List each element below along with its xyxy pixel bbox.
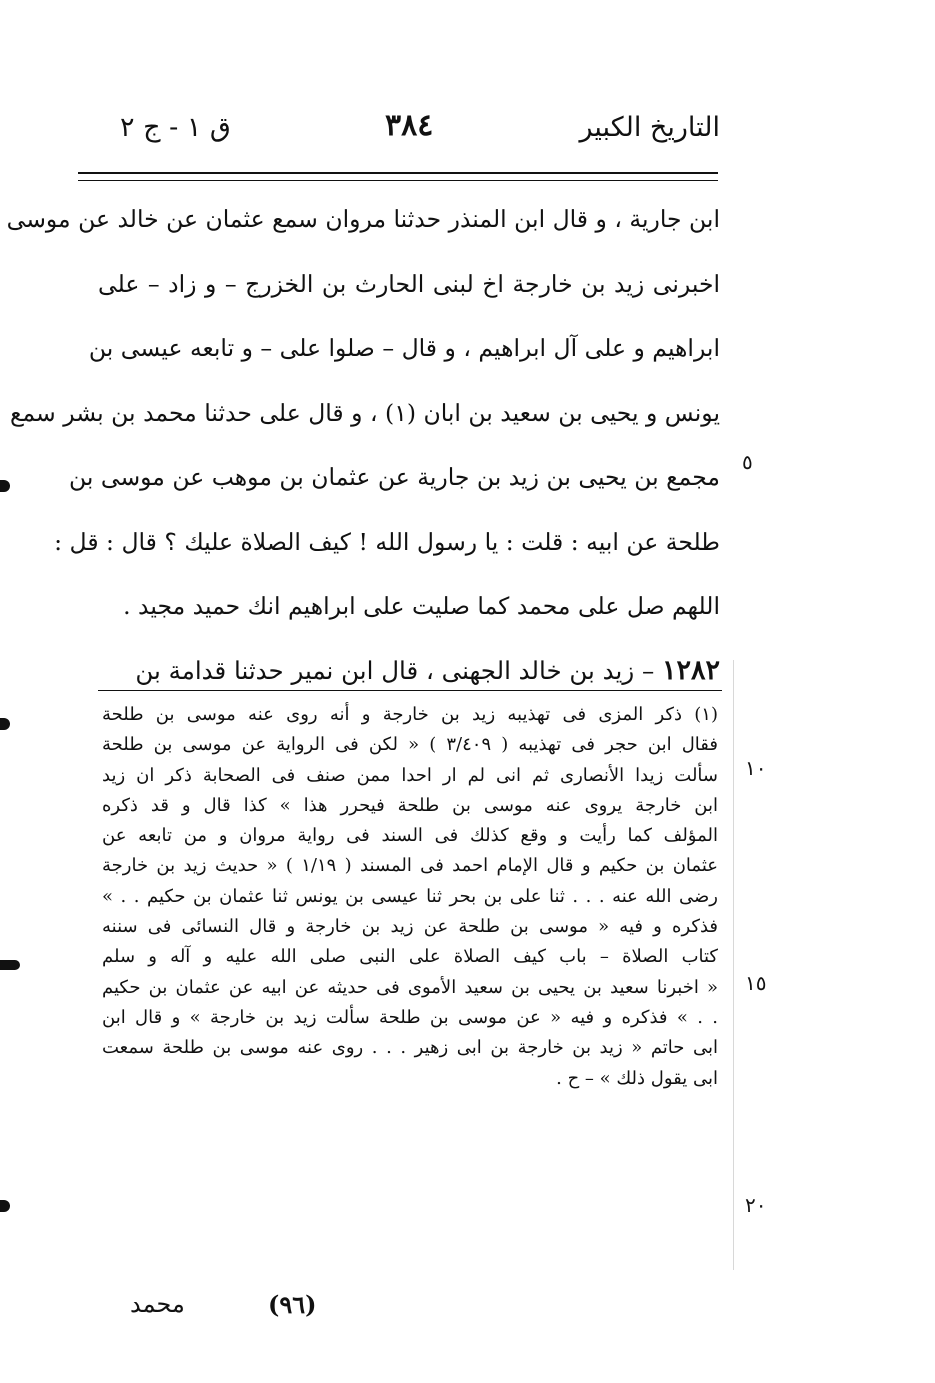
- footnote-line-10: « اخبرنا سعيد بن يحيى بن سعيد الأموى فى حديثه عن ابيه عن عثمان بن حكيم: [102, 976, 718, 998]
- footnote-line-9: كتاب الصلاة – باب كيف الصلاة على النبى صلى الله عليه و آله و سلم: [102, 946, 718, 968]
- page-number: ٣٨٤: [385, 108, 434, 143]
- main-line-2: اخبرنى زيد بن خارجة اخ لبنى الحارث بن الخزرج – و زاد – على: [98, 269, 720, 298]
- main-text: [6, 190, 720, 706]
- footnote-line-5: المؤلف كما رأيت و وقع كذلك فى السند فى رواية مروان و من تابعه عن: [102, 825, 718, 847]
- footnote-line-11: . . » فذكره و فيه « عن موسى بن طلحة سألت زيد بن خارجة » و قال ابن: [102, 1006, 718, 1028]
- main-line-6: طلحة عن ابيه : قلت : يا رسول الله ! كيف الصلاة عليك ؟ قال : قل :: [54, 527, 720, 556]
- footnote-line-4: ابن خارجة يروى عنه موسى بن طلحة فيحرر هذا » كذا قال و قد ذكره: [102, 794, 718, 816]
- signature: محمد: [130, 1290, 185, 1318]
- entry-number: ١٢٨٢: [661, 654, 720, 686]
- footnote-line-13: ابى يقول ذلك » – ح .: [556, 1067, 718, 1089]
- volume-reference: ق ١ - ج ٢: [120, 112, 231, 143]
- footnotes: [102, 700, 718, 1094]
- line-marker-10: ١٠: [745, 756, 767, 780]
- main-line-3: ابراهيم و على آل ابراهيم ، و قال – صلوا على – و تابعه عيسى بن: [88, 334, 720, 362]
- main-line-1: ابن جارية ، و قال ابن المنذر حدثنا مروان سمع عثمان عن خالد عن موسى: [6, 205, 720, 233]
- line-marker-20: ٢٠: [745, 1193, 767, 1217]
- footnote-line-3: سألت زيدا الأنصارى ثم انى لم ار احدا ممن صنف فى الصحابة ذكر ان زيد: [102, 764, 718, 786]
- gutter-line: [733, 660, 734, 1270]
- running-head: [0, 108, 935, 160]
- scan-mark: [0, 480, 10, 492]
- line-marker-5: ٥: [742, 450, 753, 474]
- main-line-7: اللهم صل على محمد كما صليت على ابراهيم انك حميد مجيد .: [123, 592, 720, 620]
- entry-text: – زيد بن خالد الجهنى ، قال ابن نمير حدثنا قدامة بن: [135, 655, 662, 685]
- footnote-rule: [98, 690, 722, 691]
- sheet-number: (٩٦): [268, 1290, 317, 1319]
- footnote-line-1: (١) ذكر المزى فى تهذيبه زيد بن خارجة و أنه روى عنه موسى بن طلحة: [102, 704, 718, 725]
- scan-mark: [0, 960, 20, 970]
- entry-heading: [98, 642, 720, 707]
- footnote-line-6: عثمان بن حكيم و قال الإمام احمد فى المسند ( ١/١٩ ) « حديث زيد بن خارجة: [102, 855, 718, 877]
- footnote-line-8: فذكره و فيه « موسى بن طلحة عن زيد بن خارجة و قال النسائى فى سننه: [102, 916, 718, 938]
- header-rule: [78, 172, 718, 181]
- book-title: التاريخ الكبير: [579, 112, 720, 143]
- footnote-line-7: رضى الله عنه . . . ثنا على بن بحر ثنا عيسى بن يونس ثنا عثمان بن حكيم . . »: [102, 885, 718, 907]
- main-line-4: يونس و يحيى بن سعيد بن ابان (١) ، و قال على حدثنا محمد بن بشر سمع: [9, 398, 720, 427]
- scan-mark: [0, 1200, 10, 1212]
- footnote-line-12: ابى حاتم « زيد بن خارجة بن ابى زهير . . . روى عنه موسى بن طلحة سمعت: [102, 1037, 718, 1059]
- footnote-line-2: فقال ابن حجر فى تهذيبه ( ٣/٤٠٩ ) « لكن فى الرواية عن موسى بن طلحة: [102, 734, 718, 756]
- page-footer: [0, 1290, 935, 1330]
- scan-mark: [0, 718, 10, 730]
- line-marker-15: ١٥: [745, 971, 767, 995]
- main-line-5: مجمع بن يحيى بن زيد بن جارية عن عثمان بن موهب عن موسى بن: [68, 463, 720, 491]
